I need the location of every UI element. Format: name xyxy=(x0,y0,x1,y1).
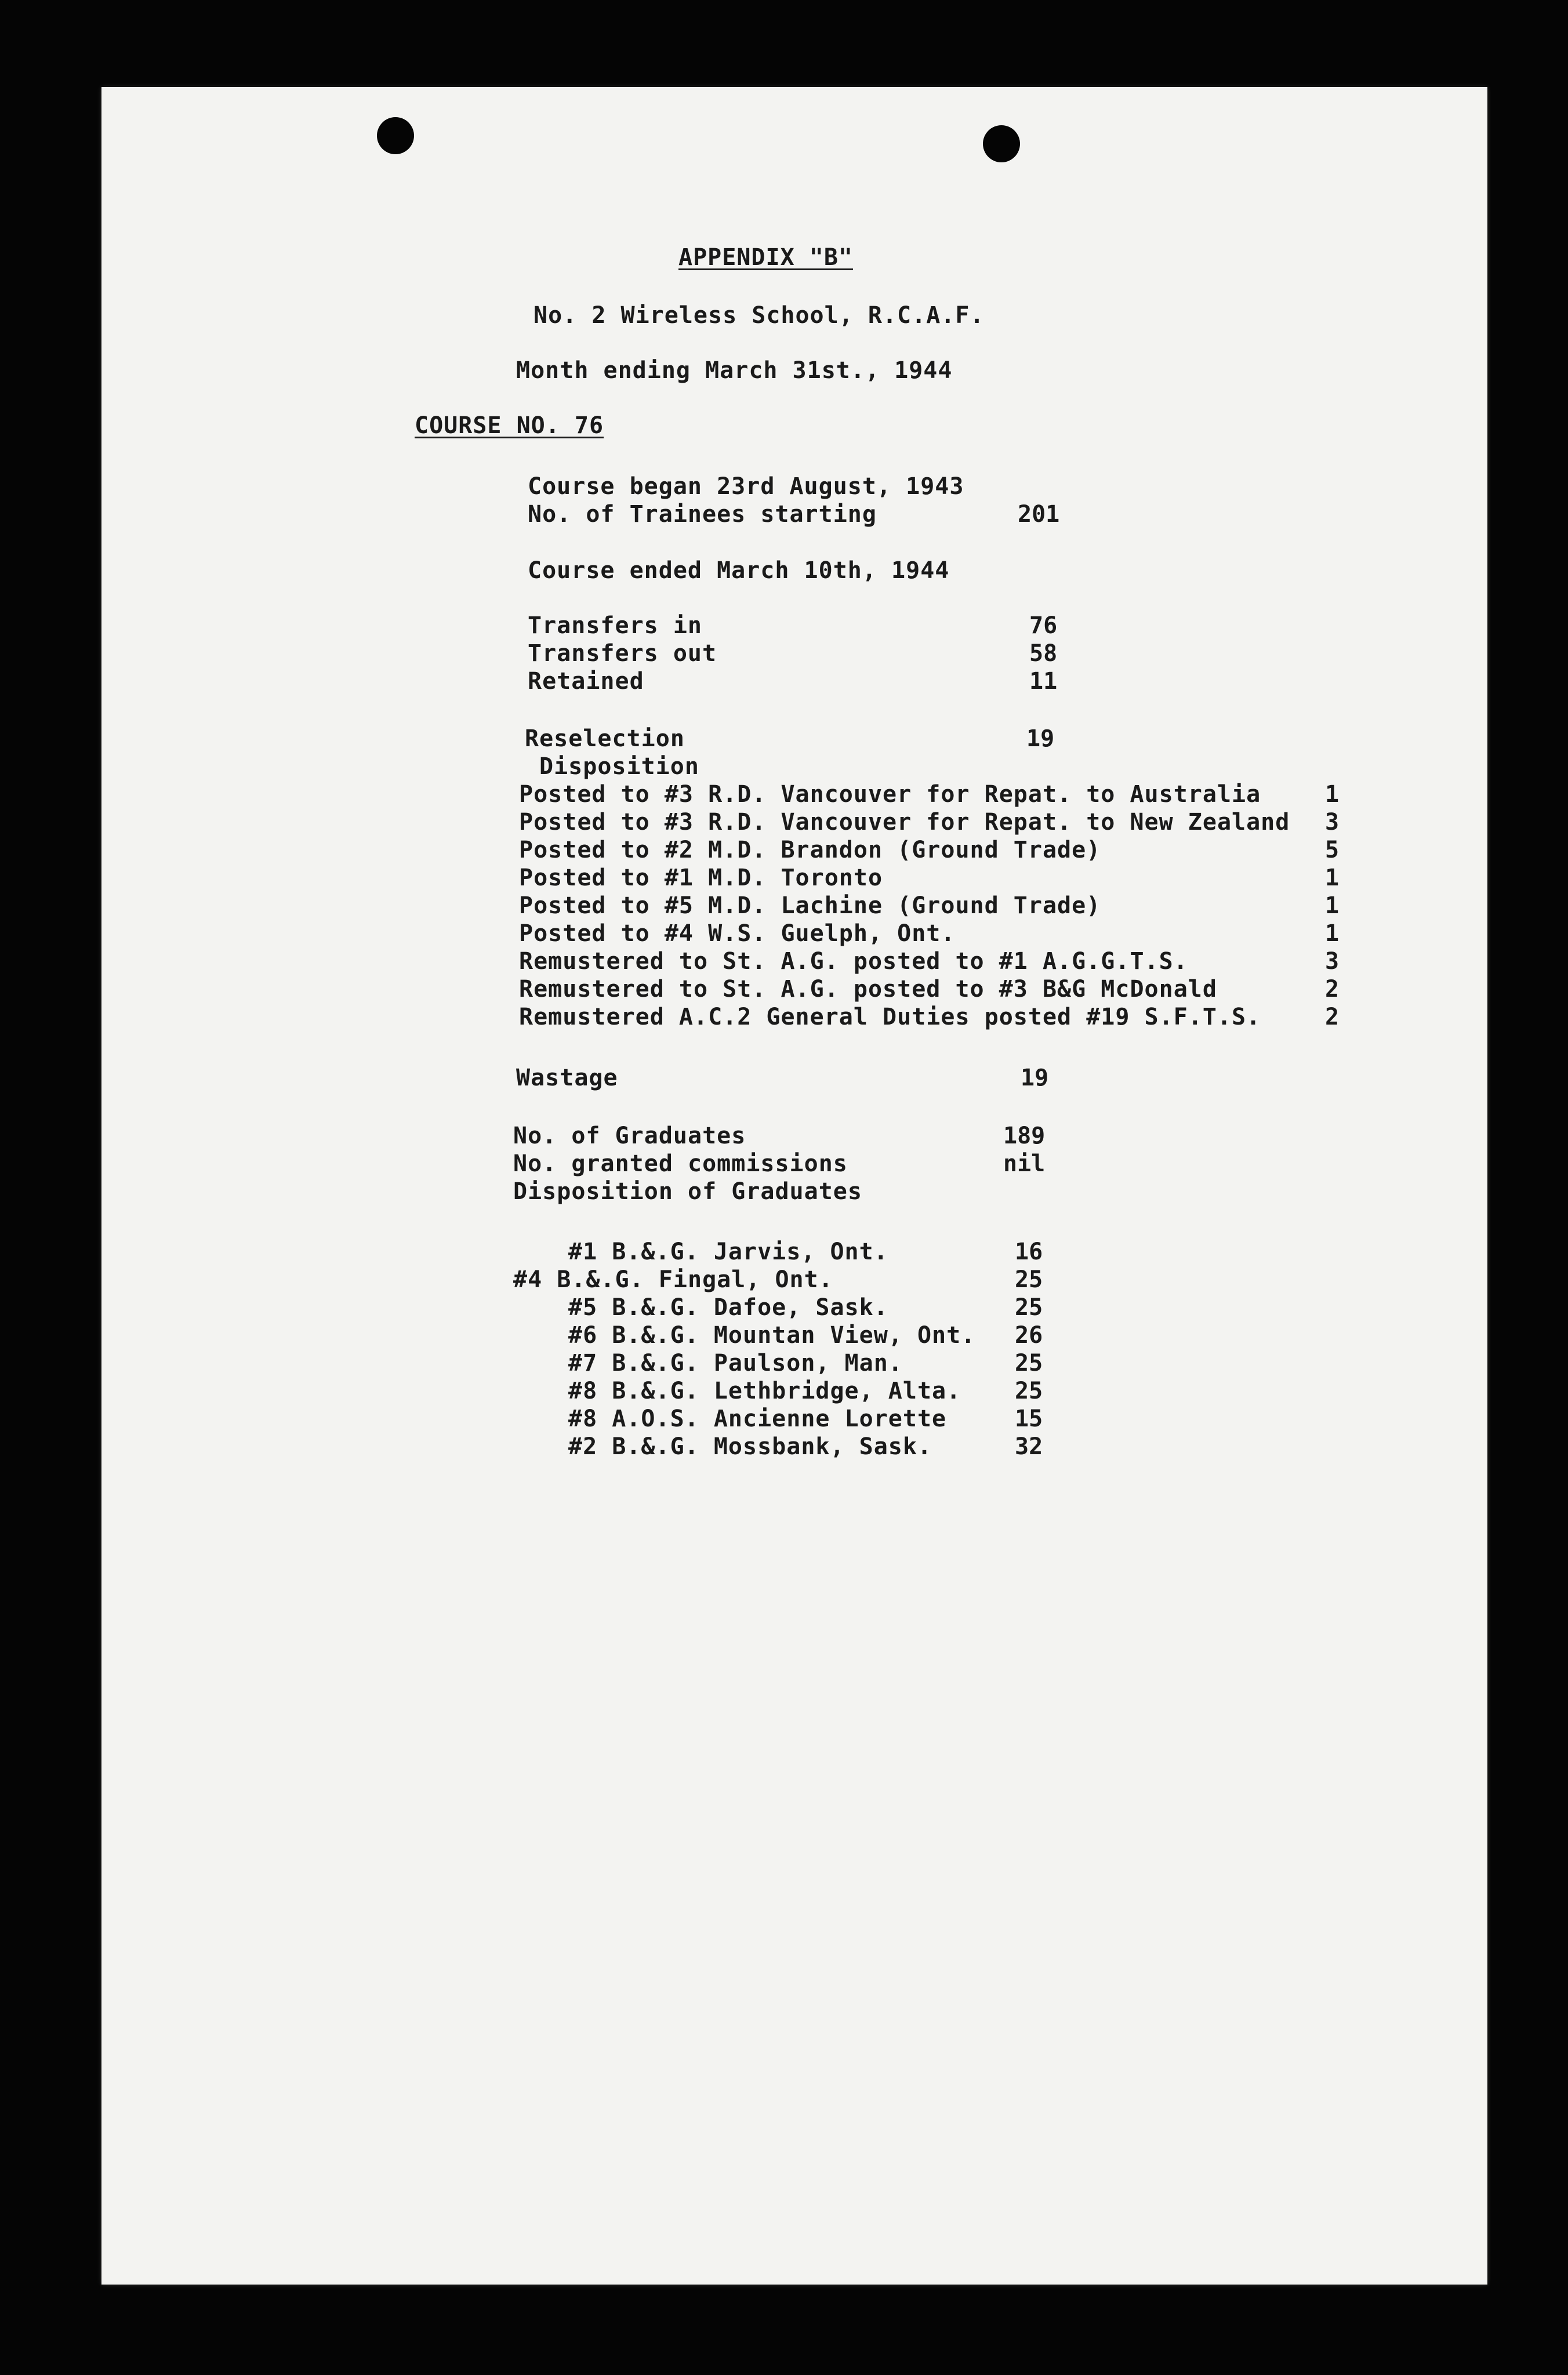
list-item: #8 B.&.G. Lethbridge, Alta. xyxy=(568,1378,961,1404)
transfers-in-value: 76 xyxy=(1029,612,1058,639)
list-item: Remustered A.C.2 General Duties posted #19 S.F.T.S. xyxy=(519,1004,1261,1030)
list-item-count: 2 xyxy=(1325,976,1340,1003)
list-item-count: 3 xyxy=(1325,948,1340,975)
list-item-count: 26 xyxy=(1015,1322,1043,1349)
list-item: Posted to #1 M.D. Toronto xyxy=(519,865,883,891)
list-item-count: 1 xyxy=(1325,920,1340,947)
wastage-value: 19 xyxy=(1021,1065,1049,1091)
document-page xyxy=(101,87,1487,2285)
list-item-count: 3 xyxy=(1325,809,1340,836)
list-item: #8 A.O.S. Ancienne Lorette xyxy=(568,1406,947,1432)
list-item-count: 25 xyxy=(1015,1350,1043,1377)
list-item-count: 2 xyxy=(1325,1004,1340,1030)
list-item: Remustered to St. A.G. posted to #3 B&G McDonald xyxy=(519,976,1217,1003)
list-item-count: 1 xyxy=(1325,892,1340,919)
list-item: #1 B.&.G. Jarvis, Ont. xyxy=(568,1239,888,1265)
reselection-value: 19 xyxy=(1026,725,1055,752)
list-item-count: 25 xyxy=(1015,1378,1043,1404)
graduates-value: 189 xyxy=(1003,1123,1046,1149)
wastage-label: Wastage xyxy=(516,1065,618,1091)
list-item: Posted to #3 R.D. Vancouver for Repat. to New Zealand xyxy=(519,809,1290,836)
list-item-count: 15 xyxy=(1015,1406,1043,1432)
graduates-label: No. of Graduates xyxy=(513,1123,746,1149)
reselection-label: Reselection xyxy=(525,725,685,752)
course-began: Course began 23rd August, 1943 xyxy=(528,473,964,500)
list-item: Posted to #4 W.S. Guelph, Ont. xyxy=(519,920,956,947)
list-item: Remustered to St. A.G. posted to #1 A.G.G.T.S. xyxy=(519,948,1188,975)
appendix-heading: APPENDIX "B" xyxy=(678,244,853,271)
retained-label: Retained xyxy=(528,668,644,695)
list-item-count: 25 xyxy=(1015,1266,1043,1293)
disposition-label: Disposition xyxy=(539,753,699,780)
list-item-count: 1 xyxy=(1325,865,1340,891)
transfers-out-value: 58 xyxy=(1029,640,1058,667)
list-item: #2 B.&.G. Mossbank, Sask. xyxy=(568,1433,932,1460)
transfers-in-label: Transfers in xyxy=(528,612,702,639)
unit-name: No. 2 Wireless School, R.C.A.F. xyxy=(533,302,985,329)
list-item-count: 5 xyxy=(1325,837,1340,863)
period-line: Month ending March 31st., 1944 xyxy=(516,357,953,384)
punch-hole-right xyxy=(983,125,1020,162)
course-ended: Course ended March 10th, 1944 xyxy=(528,557,950,584)
transfers-out-label: Transfers out xyxy=(528,640,717,667)
commissions-value: nil xyxy=(1003,1150,1046,1177)
list-item-count: 32 xyxy=(1015,1433,1043,1460)
list-item: #4 B.&.G. Fingal, Ont. xyxy=(513,1266,833,1293)
trainees-value: 201 xyxy=(1018,501,1060,528)
list-item: Posted to #3 R.D. Vancouver for Repat. to Australia xyxy=(519,781,1261,808)
list-item: #5 B.&.G. Dafoe, Sask. xyxy=(568,1294,888,1321)
list-item: #6 B.&.G. Mountan View, Ont. xyxy=(568,1322,976,1349)
list-item: #7 B.&.G. Paulson, Man. xyxy=(568,1350,903,1377)
retained-value: 11 xyxy=(1029,668,1058,695)
punch-hole-left xyxy=(377,117,414,154)
list-item-count: 16 xyxy=(1015,1239,1043,1265)
list-item-count: 25 xyxy=(1015,1294,1043,1321)
disposition-graduates-label: Disposition of Graduates xyxy=(513,1178,862,1205)
list-item: Posted to #2 M.D. Brandon (Ground Trade) xyxy=(519,837,1101,863)
list-item-count: 1 xyxy=(1325,781,1340,808)
trainees-label: No. of Trainees starting xyxy=(528,501,877,528)
list-item: Posted to #5 M.D. Lachine (Ground Trade) xyxy=(519,892,1101,919)
course-title: COURSE NO. 76 xyxy=(415,412,604,439)
commissions-label: No. granted commissions xyxy=(513,1150,848,1177)
